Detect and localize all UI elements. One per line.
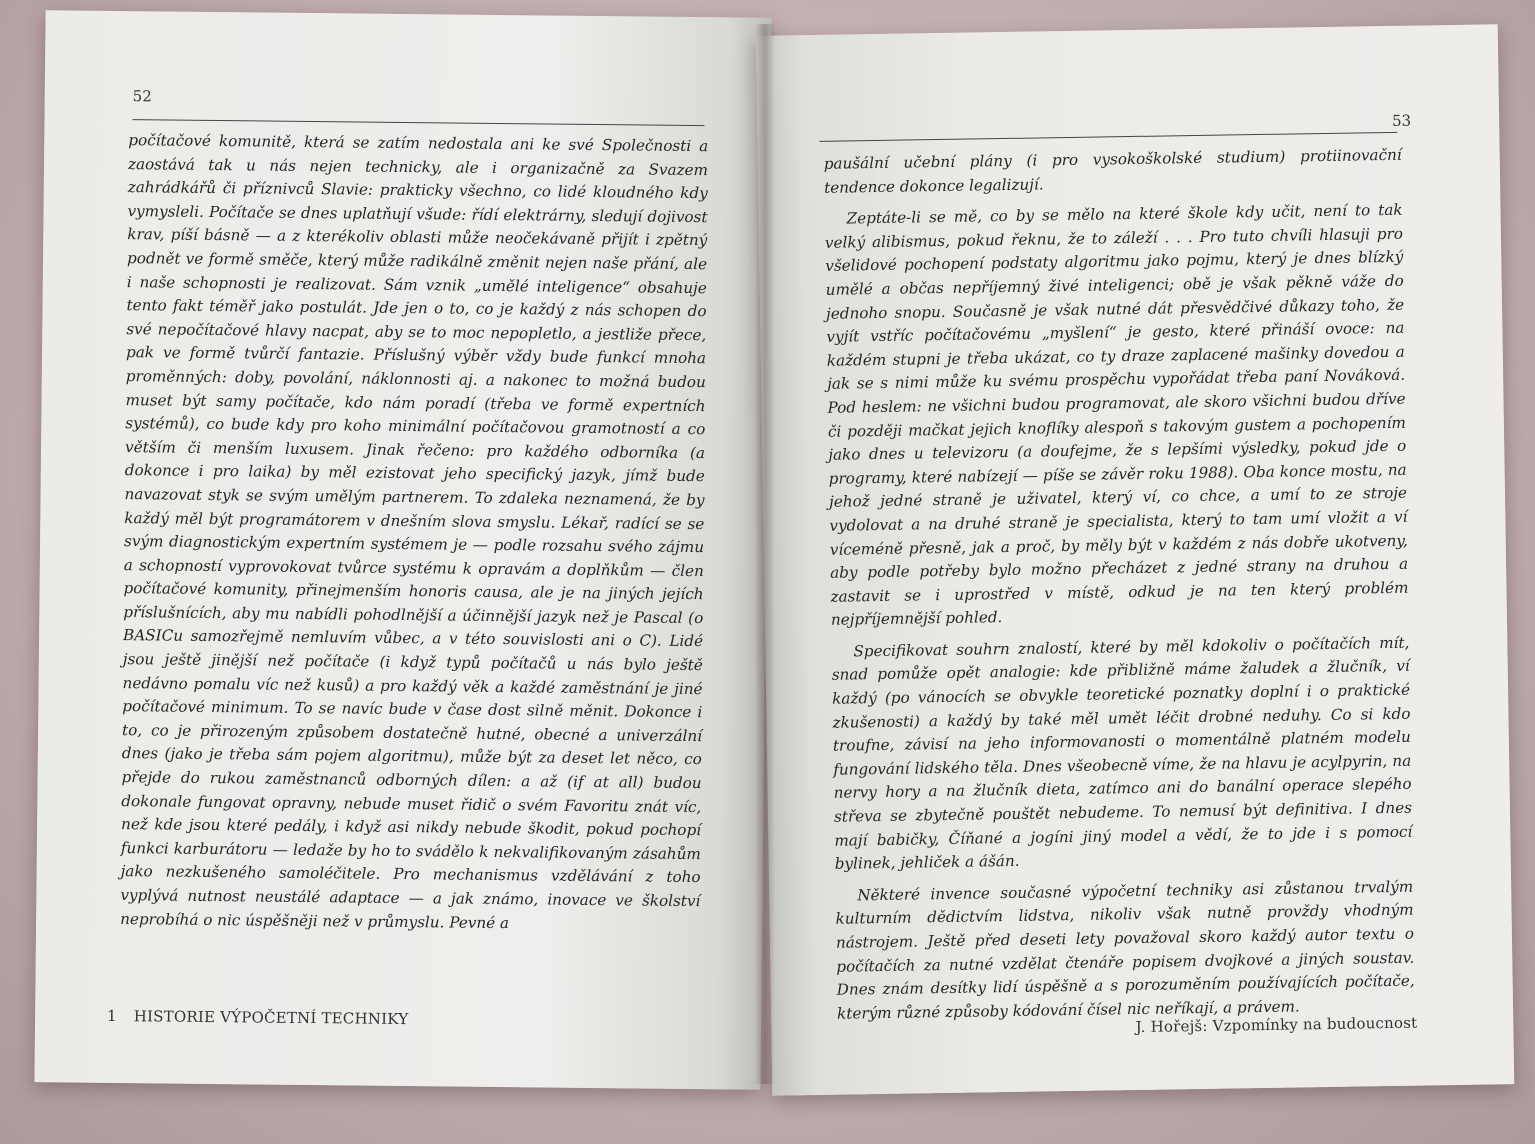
- chapter-number: 1: [107, 1006, 117, 1026]
- header-rule: [819, 132, 1397, 142]
- paragraph: paušální učební plány (i pro vysokoškolské studium) protiinovační tendence dokonce legalizují.: [823, 145, 1402, 197]
- page-number: 53: [1391, 111, 1412, 130]
- paragraph: Zeptáte-li se mě, co by se mělo na které škole kdy učit, není to tak velký alibismus, pokud řeknu, že to záleží . . . Pro tuto chvíli hlasuji pro všelidové pochopení podstaty algoritmu jako pojmu, který je dnes blízký umělé a občas nepříjemný živé inteligenci; obě je však pěkně váže do jednoho snopu. Současně je však nutné dát přesvědčivé důkazy toho, že vyjít vstříc počítačovému „myšlení“ je gesto, které přináší ovoce: na každém stupni je třeba ukázat, co ty draze zaplacené mašinky dovedou a jak se s nimi může ku svému prospěchu vypořádat třeba paní Nováková. Pod heslem: ne všichni budou programovat, ale skoro všichni budou dříve či později mačkat jejich knoflíky alespoň s takovým gustem a pochopením jako dnes u televizoru (a doufejme, že s lepšími výsledky, pokud jde o programy, které nabízejí — píše se závěr roku 1988). Oba konce mostu, na jehož jedné straně je uživatel, který ví, co chce, a umí to ze stroje vydolovat a na druhé straně je specialista, který to tam umí vložit a ví víceméně přesně, jak a proč, by měly být v každém z nás dobře ukotveny, aby podle potřeby bylo možno přecházet z jedné strany na druhou a zastavit se i uprostřed v místě, odkud je na ten který problém nejpříjemnější pohled.: [824, 200, 1409, 630]
- header-rule: [132, 119, 704, 126]
- paragraph: Některé invence současné výpočetní techniky asi zůstanou trvalým kulturním dědictvím lidstva, nikoliv však nutně provždy vhodným nástrojem. Ještě před deseti lety považoval skoro každý autor textu o počítačích za nutné vzdělat čtenáře popisem dvojkové a jiných soustav. Dnes znám desítky lidí úspěšně a s porozuměním používajících počítače, kterým různé způsoby kódování čísel nic neříkají, a právem.: [835, 877, 1415, 1023]
- running-footer: [107, 1007, 408, 1028]
- page-number: 52: [132, 87, 152, 106]
- chapter-title: HISTORIE VÝPOČETNÍ TECHNIKY: [133, 1007, 409, 1029]
- paragraph: Specifikovat souhrn znalostí, které by měl kdokoliv o počítačích mít, snad pomůže opět analogie: kde přibližně máme žaludek a žlučník, ví každý (po vánocích se obvykle teoretické poznatky doplní i o praktické zkušenosti) a každý by také měl umět léčit drobné neduhy. Co si kdo troufne, závisí na jeho informovanosti o momentálně platném modelu fungování lidského těla. Dnes všeobecně víme, že na hlavu je acylpyrin, na nervy hory a na žlučník dieta, zatímco ani do banální operace slepého střeva se zbytečně pouštět nebudeme. To nemusí být definitiva. I dnes mají babičky, Číňané a jogíni jiný model a vědí, že to jde i s pomocí bylinek, jehliček a ášán.: [831, 633, 1413, 873]
- left-page: [34, 10, 771, 1090]
- paragraph: počítačové komunitě, která se zatím nedostala ani ke své Společnosti a zaostává tak u nás nejen technicky, ale i organizačně za Svazem zahrádkářů či příznivců Slavie: prakticky všechno, co lidé kloudného kdy vymysleli. Počítače se dnes uplatňují všude: řídí elektrárny, sledují dojivost krav, píší básně — a z kterékoliv oblasti může neočekávaně přijít i zpětný podnět ve formě směče, který může radikálně změnit nejen naše přání, ale i naše schopnosti je realizovat. Sám vznik „umělé inteligence“ obsahuje tento fakt téměř jako postulát. Jde jen o to, co je každý z nás schopen do své nepočítačové hlavy nacpat, aby se to moc nepopletlo, a jestliže přece, pak ve formě tvůrčí fantazie. Příslušný výběr vždy bude funkcí mnoha proměnných: doby, povolání, náklonnosti aj. a nakonec to možná budou muset být samy počítače, kdo nám poradí (třeba ve formě expertních systémů), co bude kdy pro koho minimální počítačovou gramotností a co větším či menším luxusem. Jinak řečeno: pro každého odborníka (a dokonce i pro laika) by měl ezistovat jeho specifický jazyk, jímž bude navazovat styk se svým umělým partnerem. To zdaleka neznamená, že by každý měl být programátorem v dnešním slova smyslu. Lékař, radící se se svým diagnostickým expertním systémem je — podle rozsahu svého zájmu a schopností vyprovokovat tvůrce systému k opravám a doplňkům — člen počítačové komunity, přinejmenším honoris causa, ale je na jiných jejích příslušnících, aby mu nabídli pohodlnější a účinnější jazyk než je Pascal (o BASICu samozřejmě nemluvím vůbec, a v této souvislosti ani o C). Lidé jsou ještě jinější než počítače (i když typů počítačů u nás bylo ještě nedávno pomalu víc než kusů) a pro každý věk a každé zaměstnání je jiné počítačové minimum. To se navíc bude v čase dost silně měnit. Dokonce i to, co je přirozeným způsobem dostatečně hutné, obecné a univerzální dnes (jako je třeba sám pojem algoritmu), může být za deset let něco, co přejde do rukou zaměstnanců odborných dílen: a až (if at all) budou dokonale fungovat opravny, nebude muset řidič o svém Favoritu znát víc, než kde jsou které pedály, i když asi nikdy nebude škodit, pokud pochopí funkci karburátoru — ledaže by ho to svádělo k nekvalifikovaným zásahům jako nezkušeného samoléčitele. Pro mechanismus vzdělávání z toho vyplývá nutnost neustálé adaptace — a jak známo, inovace ve školství neprobíhá o nic úspěšněji než v průmyslu. Pevné a: [120, 131, 709, 932]
- body-text: [120, 129, 708, 945]
- right-page: [756, 24, 1515, 1096]
- book-title: J. Hořejš: Vzpomínky na budoucnost: [1135, 1013, 1418, 1037]
- body-text: [823, 144, 1418, 1037]
- running-footer: [1136, 1014, 1418, 1036]
